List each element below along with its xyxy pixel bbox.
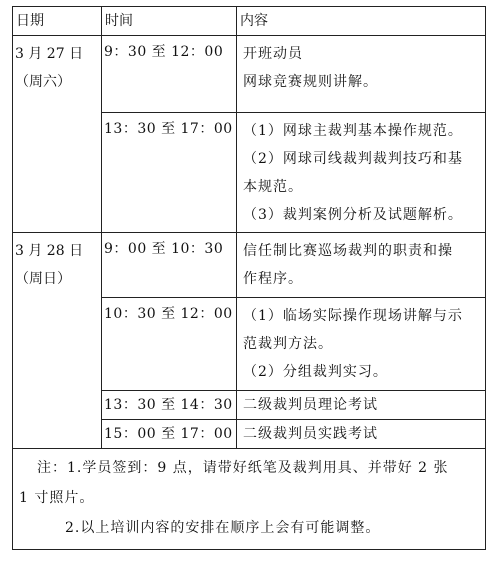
note-line-2: 1 寸照片。	[19, 490, 95, 506]
content-line: 信任制比赛巡场裁判的职责和操	[243, 243, 453, 259]
day2-slot2-time: 10：30 至 12：00	[102, 298, 237, 391]
day2-slot4-time: 15：00 至 17：00	[102, 420, 237, 449]
day2-slot1-time: 9：00 至 10：30	[102, 233, 237, 298]
day1-weekday: （周六）	[15, 74, 71, 90]
day2-slot1-content	[237, 233, 486, 298]
note-row	[13, 449, 486, 550]
note-line-1: 注：1.学员签到：9 点，请带好纸笔及裁判用具、并带好 2 张	[37, 460, 449, 476]
day2-date: 3 月 28 日	[15, 243, 84, 259]
content-line: （1）网球主裁判基本操作规范。	[243, 123, 463, 139]
content-line: （3）裁判案例分析及试题解析。	[243, 207, 463, 223]
content-line: 范裁判方法。	[243, 336, 333, 352]
day2-weekday: （周日）	[15, 271, 71, 287]
day1-slot1-time: 9：30 至 12：00	[102, 36, 237, 113]
header-content: 内容	[237, 7, 486, 36]
table-row	[13, 36, 486, 113]
day1-slot1-content	[237, 36, 486, 113]
day2-slot4-content: 二级裁判员实践考试	[237, 420, 486, 449]
content-line: 网球竞赛规则讲解。	[243, 74, 378, 90]
schedule-table	[12, 6, 486, 550]
day1-date-cell	[13, 36, 102, 233]
content-line: （2）网球司线裁判裁判技巧和基	[243, 151, 463, 167]
note-cell	[13, 449, 486, 550]
day2-date-cell	[13, 233, 102, 449]
header-row	[13, 7, 486, 36]
content-line: 开班动员	[243, 46, 303, 62]
day1-slot2-time: 13：30 至 17：00	[102, 113, 237, 233]
header-date: 日期	[13, 7, 102, 36]
content-line: （2）分组裁判实习。	[243, 364, 388, 380]
content-line: （1）临场实际操作现场讲解与示	[243, 308, 463, 324]
training-schedule	[12, 6, 485, 550]
day2-slot2-content	[237, 298, 486, 391]
note-line-3: 2.以上培训内容的安排在顺序上会有可能调整。	[65, 520, 381, 536]
day2-slot3-time: 13：30 至 14：30	[102, 391, 237, 420]
day1-slot2-content	[237, 113, 486, 233]
table-row	[13, 233, 486, 298]
content-line: 作程序。	[243, 271, 303, 287]
header-time: 时间	[102, 7, 237, 36]
day1-date: 3 月 27 日	[15, 46, 84, 62]
content-line: 本规范。	[243, 179, 303, 195]
day2-slot3-content: 二级裁判员理论考试	[237, 391, 486, 420]
